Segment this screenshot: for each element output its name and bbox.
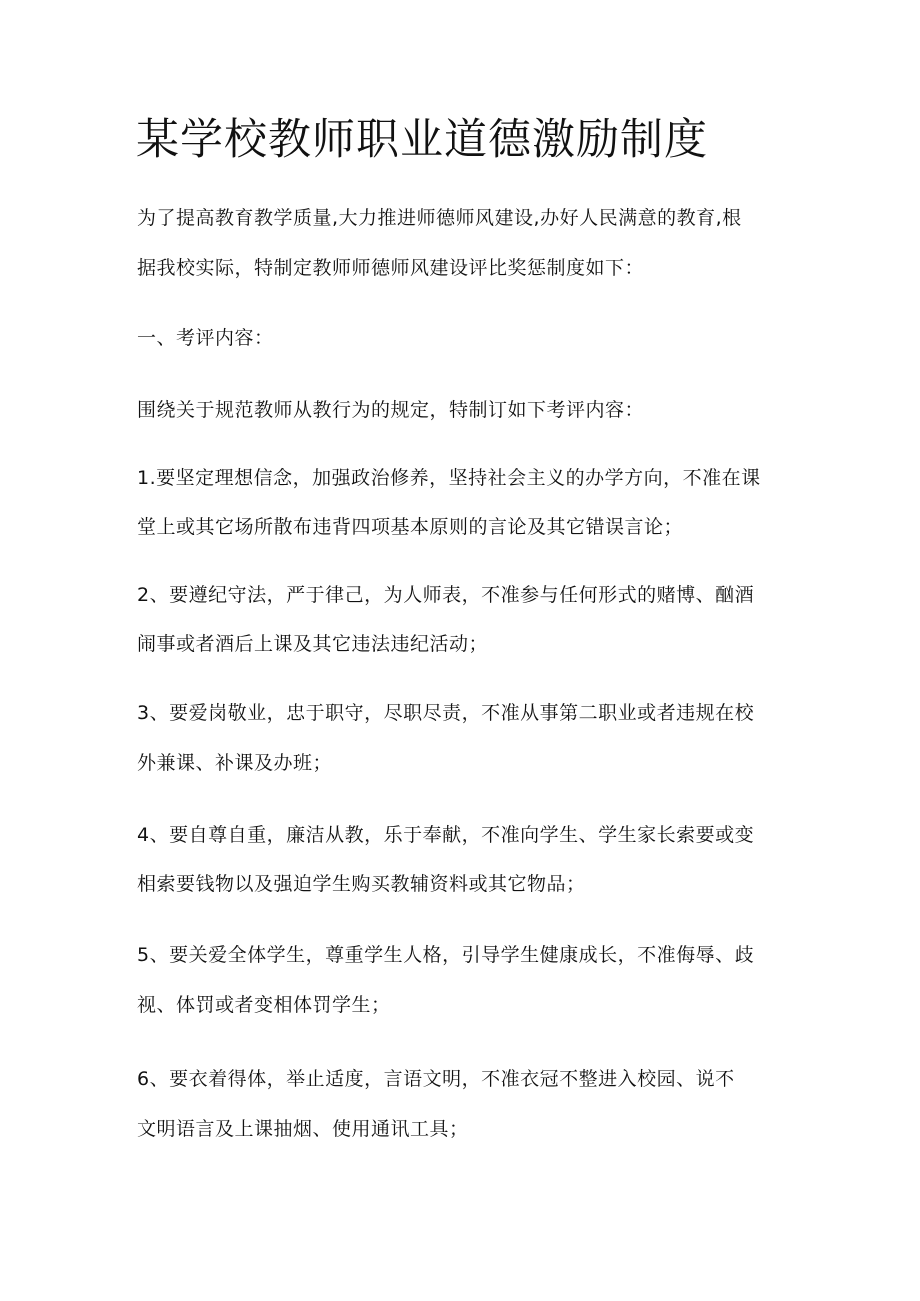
item-3-line-1: 3、要爱岗敬业，忠于职守，尽职尽责，不准从事第二职业或者违规在校 xyxy=(137,702,755,724)
item-1-line-2: 堂上或其它场所散布违背四项基本原则的言论及其它错误言论； xyxy=(137,516,684,538)
item-3-line-2: 外兼课、补课及办班； xyxy=(137,752,333,774)
item-1-line-1: 1.要坚定理想信念，加强政治修养，坚持社会主义的办学方向，不准在课 xyxy=(137,467,761,489)
intro-line-1: 为了提高教育教学质量,大力推进师德师风建设,办好人民满意的教育,根 xyxy=(137,207,742,229)
intro-line-2: 据我校实际，特制定教师师德师风建设评比奖惩制度如下： xyxy=(137,257,645,279)
section-heading: 一、考评内容： xyxy=(137,327,274,349)
item-6-line-1: 6、要衣着得体，举止适度，言语文明，不准衣冠不整进入校园、说不 xyxy=(137,1068,735,1090)
item-2-line-2: 闹事或者酒后上课及其它违法违纪活动； xyxy=(137,633,489,655)
item-2-line-1: 2、要遵纪守法，严于律己，为人师表，不准参与任何形式的赌博、酗酒 xyxy=(137,584,755,606)
item-4-line-2: 相索要钱物以及强迫学生购买教辅资料或其它物品； xyxy=(137,873,586,895)
item-6-line-2: 文明语言及上课抽烟、使用通讯工具； xyxy=(137,1118,469,1140)
section-lead: 围绕关于规范教师从教行为的规定，特制订如下考评内容： xyxy=(137,399,645,421)
item-5-line-2: 视、体罚或者变相体罚学生； xyxy=(137,994,391,1016)
item-4-line-1: 4、要自尊自重，廉洁从教，乐于奉献，不准向学生、学生家长索要或变 xyxy=(137,824,755,846)
document-title: 某学校教师职业道德激励制度 xyxy=(136,115,708,165)
item-5-line-1: 5、要关爱全体学生，尊重学生人格，引导学生健康成长，不准侮辱、歧 xyxy=(137,944,755,966)
